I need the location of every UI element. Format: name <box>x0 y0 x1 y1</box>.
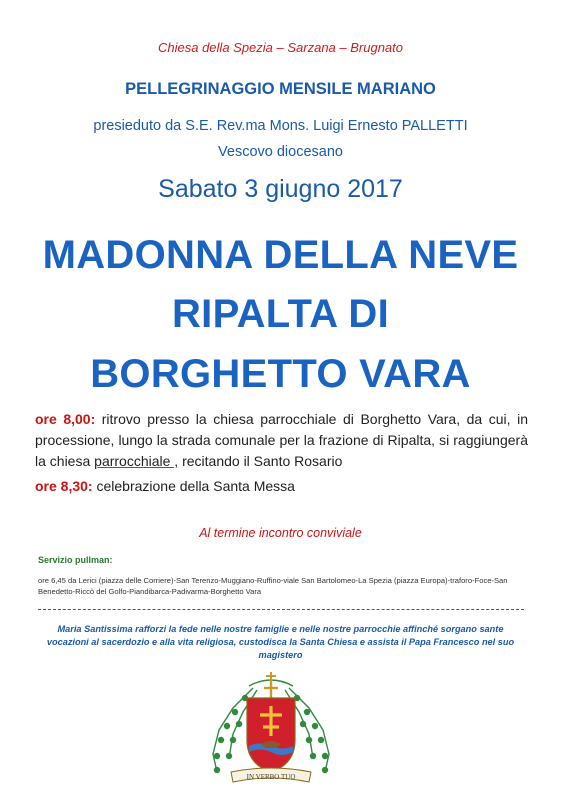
prayer-text: Maria Santissima rafforzi la fede nelle nostre famiglie e nelle nostre parrocchie affinché sorgano sante vocazioni al sacerdozio e alla vita religiosa, custodisca la Santa Chiesa e assista il Papa Francesco nel suo magistero <box>46 624 515 660</box>
program-text-end: recitando il Santo Rosario <box>178 453 343 469</box>
event-date: Sabato 3 giugno 2017 <box>158 175 403 203</box>
episcopal-coat-of-arms-icon <box>205 668 337 790</box>
diocese-header: Chiesa della Spezia – Sarzana – Brugnato <box>158 40 403 55</box>
program-item-mass <box>35 476 528 497</box>
time-label: ore 8,00: <box>35 411 96 427</box>
title-line-2: RIPALTA DI <box>171 292 390 336</box>
program-text: celebrazione della Santa Messa <box>92 478 295 494</box>
bus-service-route: ore 6,45 da Lerici (piazza delle Corriere)-San Terenzo-Muggiano-Ruffino-viale San Bartolomeo-La Spezia (piazza Europa)-traforo-Foce-San Benedetto-Riccò del Golfo-Piandibarca-Padivarma-Borghetto Vara <box>38 576 508 596</box>
program-text: ritrovo presso la chiesa parrocchiale di Borghetto Vara, da cui, in processione, lungo la strada comunale per la frazione di Ripalta, si raggiungerà la chiesa <box>35 411 528 469</box>
coat-motto: IN VERBO TUO <box>246 773 296 781</box>
time-label: ore 8,30: <box>35 478 93 494</box>
divider <box>38 609 524 610</box>
program-item-procession <box>35 409 528 472</box>
bishop-role-line: Vescovo diocesano <box>218 144 343 160</box>
presided-by-line: presieduto da S.E. Rev.ma Mons. Luigi Ernesto PALLETTI <box>93 118 468 134</box>
closing-note: Al termine incontro conviviale <box>199 526 362 540</box>
title-line-3: BORGHETTO VARA <box>90 352 471 396</box>
bus-service-title: Servizio pullman: <box>38 555 113 565</box>
program-text-underlined: parrocchiale , <box>94 453 179 469</box>
pilgrimage-heading: PELLEGRINAGGIO MENSILE MARIANO <box>125 80 436 98</box>
title-line-1: MADONNA DELLA NEVE <box>42 233 519 277</box>
